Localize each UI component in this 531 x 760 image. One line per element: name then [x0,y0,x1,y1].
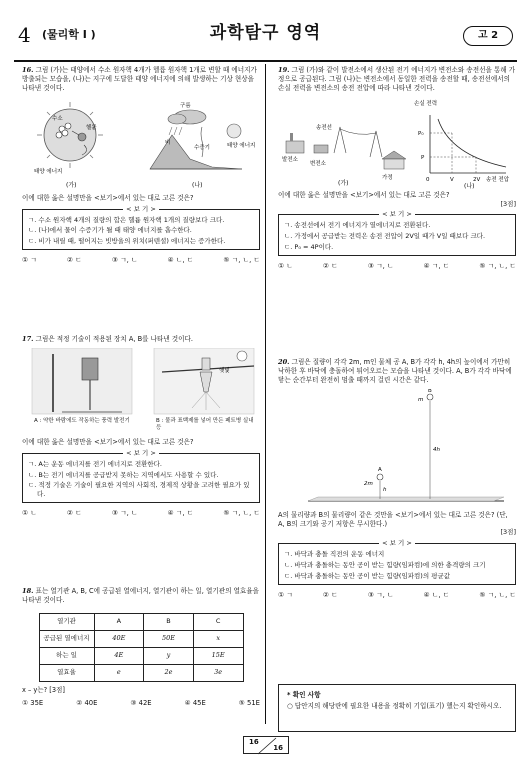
q19-figure [278,97,516,189]
bottle-lamp-icon [154,348,254,414]
choice-3[interactable]: ③ ㄱ, ㄴ [367,590,394,599]
question-stem: 표는 열기관 A, B, C에 공급된 열에너지, 열기관이 하는 일, 열기관의 열효율을 나타낸 것이다. [22,587,260,604]
graph-y-label: 손실 전력 [414,100,438,107]
bogi-item: ㄱ. A는 운동 에너지를 전기 에너지로 전환한다. [28,459,162,468]
header-rule [14,60,517,62]
answer-choices [22,699,260,708]
bogi-item: ㄷ. 적정 기술은 기술이 필요한 지역의 사회적, 경제적 상황을 고려한 필요가 있다. [28,481,250,499]
question-17 [22,335,260,518]
answer-choices [22,256,260,265]
bogi-item: ㄱ. 바닥과 충돌 직전의 운동 에너지 [284,550,385,559]
choice-2[interactable]: ② ㄷ [322,590,338,599]
score-label: [3점] [500,528,516,537]
label-height-b: 4h [433,446,440,453]
table-cell: 열기관 [39,613,94,630]
question-number: 19. [278,66,290,74]
label-mass-b: m [418,396,424,403]
question-ask: 이에 대한 옳은 설명만을 <보기>에서 있는 대로 고른 것은? [278,190,450,199]
choice-3[interactable]: ③ 42E [130,698,152,707]
confirmation-notice [278,684,516,732]
table-cell: 공급된 열에너지 [39,630,94,647]
q17-figure [22,348,260,436]
subject-label: (물리학 I ) [42,28,96,41]
bogi-box [22,204,260,250]
graph-x-tick: 2V [473,176,481,183]
answer-choices [22,509,260,518]
label-home: 가정 [382,174,393,181]
choice-3[interactable]: ③ ㄱ, ㄴ [111,255,138,264]
bogi-title: < 보 기 > [123,449,159,457]
question-ask: 이에 대한 옳은 설명만을 <보기>에서 있는 대로 고른 것은? [22,437,194,446]
q20-figure [278,389,516,509]
page-header [0,0,531,60]
q16-figure [22,97,260,192]
choice-4[interactable]: ④ 45E [184,698,206,707]
wind-turbine-icon [32,348,132,414]
choice-2[interactable]: ② ㄷ [66,508,82,517]
question-18 [22,587,260,708]
choice-2[interactable]: ② 40E [76,698,98,707]
label-sun-energy: 태양 에너지 [34,168,63,175]
graph-x-tick: 0 [426,176,430,183]
caption-b: B : 물과 표백제를 넣어 만든 페트병 실내등 [156,417,254,432]
bogi-item: ㄱ. 수소 원자핵 4개의 질량의 합은 헬륨 원자핵 1개의 질량보다 크다. [28,215,225,224]
label-hydrogen: 수소 [52,115,63,122]
q20-illustration [278,389,516,509]
question-number: 17. [22,335,34,343]
notice-title: * 확인 사항 [287,691,321,699]
choice-4[interactable]: ④ ㄱ, ㄷ [167,508,194,517]
choice-5[interactable]: ⑤ ㄱ, ㄴ, ㄷ [223,255,260,264]
bogi-item: ㄷ. 비가 내릴 때, 떨어지는 빗방울의 위치(퍼텐셜) 에너지는 증가한다. [28,237,226,246]
label-ball-b: B [428,388,432,394]
table-cell: C [193,613,243,630]
question-number: 16. [22,66,34,74]
power-grid-icon [286,127,406,169]
label-rain: 비 [165,139,171,146]
score-label: [3점] [500,199,516,208]
bogi-box [278,210,516,255]
weather-scene-icon [150,110,242,169]
bogi-item: ㄱ. 송전선에서 전기 에너지가 열에너지로 전환된다. [284,221,431,230]
choice-3[interactable]: ③ ㄱ, ㄴ [367,261,394,270]
table-cell: 50E [144,630,194,647]
sun-icon [37,102,103,168]
table-cell: 하는 일 [39,647,94,664]
caption-a: A : 약한 바람에도 작동하는 풍력 발전기 [34,417,130,424]
graph-x-tick: V [450,176,454,183]
choice-5[interactable]: ⑤ ㄱ, ㄴ, ㄷ [223,508,260,517]
q19-illustration [278,97,516,189]
table-row [39,630,243,647]
table-header-row [39,613,243,630]
choice-1[interactable]: ① ㄱ [22,255,37,264]
table-cell: 4E [94,647,144,664]
question-stem: 그림은 적정 기술이 적용된 장치 A, B를 나타낸 것이다. [35,335,193,343]
choice-2[interactable]: ② ㄷ [66,255,82,264]
question-19 [278,66,516,271]
notice-body: ○ 답안지의 해당란에 필요한 내용을 정확히 기입(표기) 했는지 확인하시오. [287,701,502,710]
table-cell: 40E [94,630,144,647]
page-footer [243,736,289,754]
choice-4[interactable]: ④ ㄴ, ㄷ [423,590,450,599]
bogi-box [22,448,260,503]
caption-b: (나) [192,181,203,189]
caption-a: (가) [66,181,77,189]
footer-current-page: 16 [249,738,259,746]
table-cell: e [94,664,144,681]
heat-engine-table [39,613,244,682]
choice-5[interactable]: ⑤ 51E [238,698,260,707]
choice-4[interactable]: ④ ㄴ, ㄷ [167,255,194,264]
question-ask: x – y는? [3점] [22,685,65,694]
choice-1[interactable]: ① ㄴ [278,261,293,270]
label-ball-a: A [378,466,382,473]
answer-choices [278,591,516,600]
table-row [39,647,243,664]
label-mass-a: 2m [364,480,373,487]
bogi-title: < 보 기 > [123,205,159,213]
q17-illustration [22,348,260,416]
label-sunlight: 햇빛 [219,367,230,374]
question-stem: 그림 (가)는 태양에서 수소 원자핵 4개가 헬륨 원자핵 1개로 변할 때 에너지가 방출되는 모습을, (나)는 지구에 도달한 태양 에너지에 의해 발생하는 기상 현상을 나타낸 것이다. [22,66,257,92]
bogi-title: < 보 기 > [379,539,415,547]
choice-1[interactable]: ① ㄱ [278,590,293,599]
question-stem: 그림 (가)와 같이 발전소에서 생산된 전기 에너지가 변전소와 송전선을 통해 가정으로 공급된다. 그림 (나)는 변전소에서 동일한 전력을 송전할 때, 송전선에서의 손실 전력을 변전소의 송전 전압에 따라 나타낸 것이다. [278,66,516,92]
question-16 [22,66,260,265]
label-height-a: h [383,486,387,493]
choice-4[interactable]: ④ ㄱ, ㄷ [423,261,450,270]
graph-y-tick: P₀ [418,130,424,137]
table-cell: B [144,613,194,630]
bogi-item: ㄴ. B는 전기 에너지를 공급받지 못하는 지역에서도 사용할 수 있다. [28,470,219,479]
caption-b: (나) [464,182,475,189]
graph-x-label: 송전 전압 [486,176,510,183]
choice-5[interactable]: ⑤ ㄱ, ㄴ, ㄷ [479,590,516,599]
question-stem: 그림은 질량이 각각 2m, m인 물체 공 A, B가 각각 h, 4h의 높이에서 가만히 낙하한 후 바닥에 충돌하여 튀어오르는 모습을 나타낸 것이다. A, B가 각각 바닥에 닿는 순간부터 완전히 멈출 때까지 걸린 시간은 같다. [278,358,512,384]
label-transmission-line: 송전선 [316,124,332,131]
bogi-item: ㄷ. P₀ = 4P이다. [284,242,334,251]
page-number: 4 [18,23,31,47]
q16-illustration [22,97,260,192]
choice-5[interactable]: ⑤ ㄱ, ㄴ, ㄷ [479,261,516,270]
table-cell: 2e [144,664,194,681]
question-ask: A의 물리량과 B의 물리량이 같은 것만을 <보기>에서 있는 대로 고른 것은? (단, A, B의 크기와 공기 저항은 무시한다.) [278,510,508,528]
table-cell: y [144,647,194,664]
grade-badge: 고 2 [463,26,513,46]
loss-power-graph [430,115,506,173]
label-vapor: 수증기 [194,144,210,151]
caption-a: (가) [338,179,349,187]
label-helium: 헬륨 [86,124,97,131]
falling-balls-icon [308,394,504,501]
page-title: 과학탐구 영역 [209,23,322,43]
label-substation: 변전소 [310,160,326,167]
table-row [39,664,243,681]
label-plant: 발전소 [282,156,298,163]
answer-choices [278,262,516,271]
bogi-item: ㄴ. (나)에서 물이 수증기가 될 때 태양 에너지를 흡수한다. [28,226,192,235]
question-ask: 이에 대한 옳은 설명만을 <보기>에서 있는 대로 고른 것은? [22,193,194,202]
bogi-item: ㄴ. 바닥과 충돌하는 동안 공이 받는 힘량(임파컴)에 의한 충격량의 크기 [284,560,486,569]
bogi-item: ㄴ. 가정에서 공급받는 전력은 송전 전압이 2V일 때가 V일 때보다 크다. [284,232,486,241]
choice-1[interactable]: ① ㄴ [22,508,37,517]
table-cell: A [94,613,144,630]
choice-2[interactable]: ② ㄷ [322,261,338,270]
table-cell: x [193,630,243,647]
question-20 [278,358,516,600]
question-number: 20. [278,358,290,366]
bogi-box [278,539,516,584]
label-cloud: 구름 [180,102,191,109]
label-solar-energy: 태양 에너지 [227,142,256,149]
footer-total-pages: 16 [273,743,283,752]
column-divider [265,64,266,724]
choice-3[interactable]: ③ ㄱ, ㄴ [111,508,138,517]
graph-y-tick: P [421,154,425,161]
choice-1[interactable]: ① 35E [22,698,44,707]
bogi-title: < 보 기 > [379,210,415,218]
bogi-item: ㄷ. 바닥과 충돌하는 동안 공이 받는 힘량(임파컴)의 평균값 [284,571,451,580]
table-cell: 열효율 [39,664,94,681]
question-number: 18. [22,587,34,595]
table-cell: 15E [193,647,243,664]
table-cell: 3e [193,664,243,681]
